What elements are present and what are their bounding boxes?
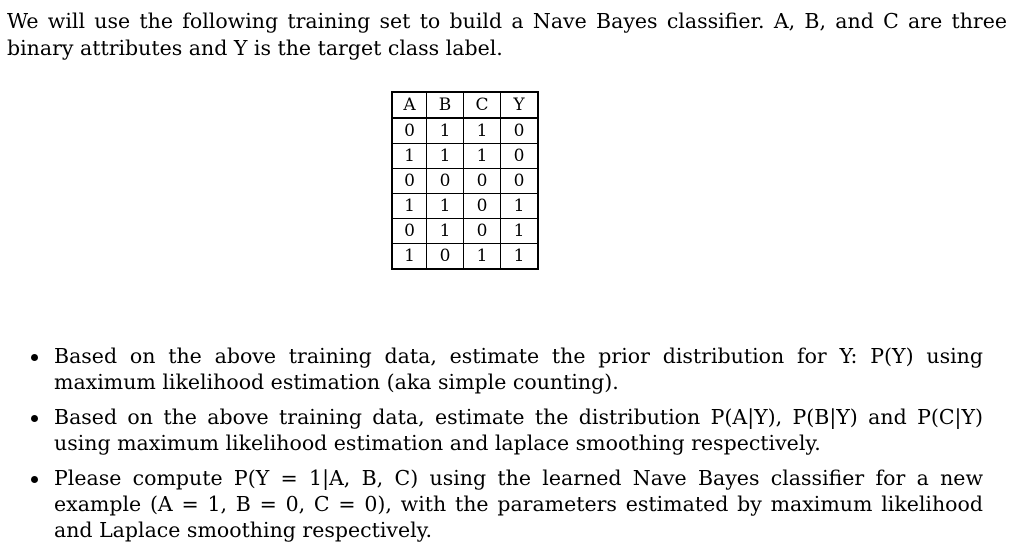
bullet-icon bbox=[31, 476, 38, 483]
list-item bbox=[28, 404, 983, 456]
cell: 1 bbox=[501, 244, 539, 270]
header-a: A bbox=[392, 92, 427, 118]
question-text: Please compute P(Y = 1|A, B, C) using the learned Nave Bayes classifier for a new example (A = 1, B = 0, C = 0), with the parameters estimated by maximum likelihood and Laplace smoothing respectively. bbox=[54, 466, 983, 542]
cell: 0 bbox=[501, 144, 539, 169]
cell: 0 bbox=[392, 118, 427, 144]
cell: 0 bbox=[501, 169, 539, 194]
bullet-icon bbox=[31, 354, 38, 361]
header-c: C bbox=[464, 92, 501, 118]
cell: 0 bbox=[427, 169, 464, 194]
table-row bbox=[392, 244, 538, 270]
table-row bbox=[392, 194, 538, 219]
cell: 0 bbox=[392, 219, 427, 244]
question-text: Based on the above training data, estimate the distribution P(A|Y), P(B|Y) and P(C|Y) using maximum likelihood estimation and laplace smoothing respectively. bbox=[54, 405, 983, 455]
cell: 0 bbox=[464, 219, 501, 244]
cell: 1 bbox=[427, 194, 464, 219]
table-row bbox=[392, 144, 538, 169]
cell: 1 bbox=[392, 244, 427, 270]
cell: 0 bbox=[464, 194, 501, 219]
cell: 1 bbox=[427, 144, 464, 169]
question-list bbox=[28, 343, 983, 552]
table-row bbox=[392, 118, 538, 144]
cell: 1 bbox=[464, 118, 501, 144]
list-item bbox=[28, 343, 983, 395]
cell: 1 bbox=[392, 144, 427, 169]
question-text: Based on the above training data, estimate the prior distribution for Y: P(Y) using maximum likelihood estimation (aka simple counting). bbox=[54, 344, 983, 394]
intro-paragraph: We will use the following training set to build a Nave Bayes classifier. A, B, and C are three binary attributes and Y is the target class label. bbox=[7, 9, 1007, 60]
cell: 0 bbox=[427, 244, 464, 270]
cell: 1 bbox=[501, 219, 539, 244]
table-row bbox=[392, 169, 538, 194]
header-b: B bbox=[427, 92, 464, 118]
cell: 1 bbox=[501, 194, 539, 219]
cell: 1 bbox=[427, 118, 464, 144]
cell: 1 bbox=[427, 219, 464, 244]
bullet-icon bbox=[31, 415, 38, 422]
list-item bbox=[28, 465, 983, 543]
cell: 0 bbox=[464, 169, 501, 194]
cell: 1 bbox=[464, 244, 501, 270]
header-y: Y bbox=[501, 92, 539, 118]
table-row bbox=[392, 219, 538, 244]
table-header-row bbox=[392, 92, 538, 118]
cell: 0 bbox=[392, 169, 427, 194]
cell: 1 bbox=[464, 144, 501, 169]
cell: 0 bbox=[501, 118, 539, 144]
training-set-table bbox=[391, 91, 539, 270]
cell: 1 bbox=[392, 194, 427, 219]
